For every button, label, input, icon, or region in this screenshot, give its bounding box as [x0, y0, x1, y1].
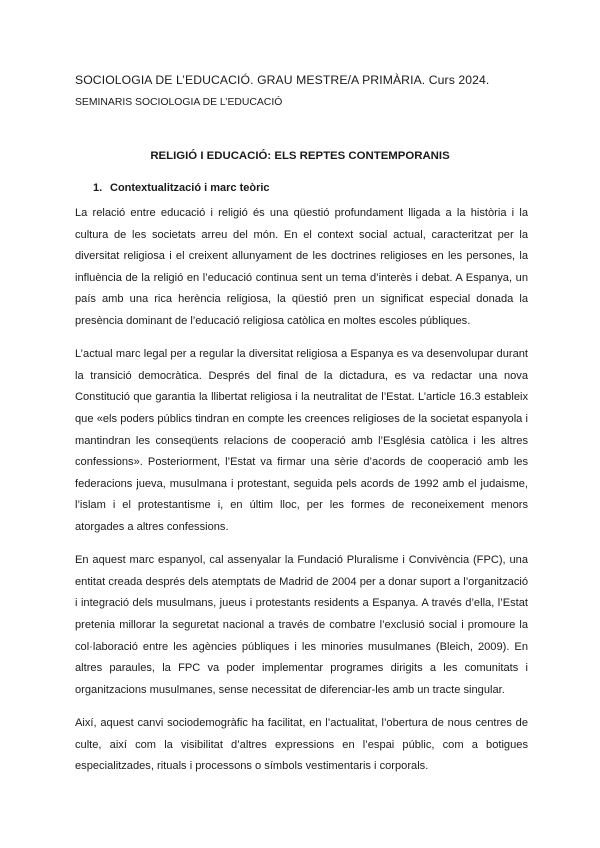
seminar-header: SEMINARIS SOCIOLOGIA DE L’EDUCACIÓ	[75, 97, 283, 108]
section-heading-text: Contextualització i marc teòric	[110, 182, 270, 194]
document-body	[75, 203, 528, 790]
paragraph: L’actual marc legal per a regular la diversitat religiosa a Espanya es va desenvolupar durant la transició democràtica. Després del final de la dictadura, es va redactar una nova Constitució que garantia la llibertat religiosa i la neutralitat de l’Estat. L’article 16.3 estableix que «els poders públics tindran en compte les creences religioses de la societat espanyola i mantindran les conseqüents relacions de cooperació amb l’Església catòlica i les altres confessions». Posteriorment, l’Estat va firmar una sèrie d’acords de cooperació amb les federacions jueva, musulmana i protestant, seguida pels acords de 1992 amb el judaisme, l’islam i el protestantisme i, en últim lloc, per les formes de reconeixement menors atorgades a altres confessions.	[75, 348, 528, 533]
course-header: SOCIOLOGIA DE L’EDUCACIÓ. GRAU MESTRE/A PRIMÀRIA. Curs 2024.	[75, 73, 490, 87]
document-title: RELIGIÓ I EDUCACIÓ: ELS REPTES CONTEMPORANIS	[150, 150, 450, 162]
paragraph: Així, aquest canvi sociodemogràfic ha facilitat, en l’actualitat, l’obertura de nous centres de culte, així com la visibilitat d’altres expressions en l’espai públic, com a botigues especialitzades, rituals i processons o símbols vestimentaris i corporals.	[75, 717, 528, 773]
paragraph: En aquest marc espanyol, cal assenyalar la Fundació Pluralisme i Convivència (FPC), una entitat creada després dels atemptats de Madrid de 2004 per a donar suport a l’organització i integració dels musulmans, jueus i protestants residents a Espanya. A través d’ella, l’Estat pretenia millorar la seguretat nacional a través de combatre l’exclusió social i promoure la col·laboració entre les agències públiques i les minories musulmanes (Bleich, 2009). En altres paraules, la FPC va poder implementar programes dirigits a les comunitats i organitzacions musulmanes, sense necessitat de diferenciar-les amb un tracte singular.	[75, 554, 528, 696]
paragraph: La relació entre educació i religió és una qüestió profundament lligada a la història i la cultura de les societats arreu del món. En el context social actual, caracteritzat per la diversitat religiosa i el creixent allunyament de les doctrines religioses en les persones, la influència de la religió en l’educació continua sent un tema d’interès i debat. A Espanya, un país amb una rica herència religiosa, la qüestió pren un significat especial donada la presència dominant de l’educació religiosa catòlica en moltes escoles públiques.	[75, 207, 528, 327]
section-number: 1.	[93, 182, 103, 194]
section-heading	[93, 182, 270, 194]
